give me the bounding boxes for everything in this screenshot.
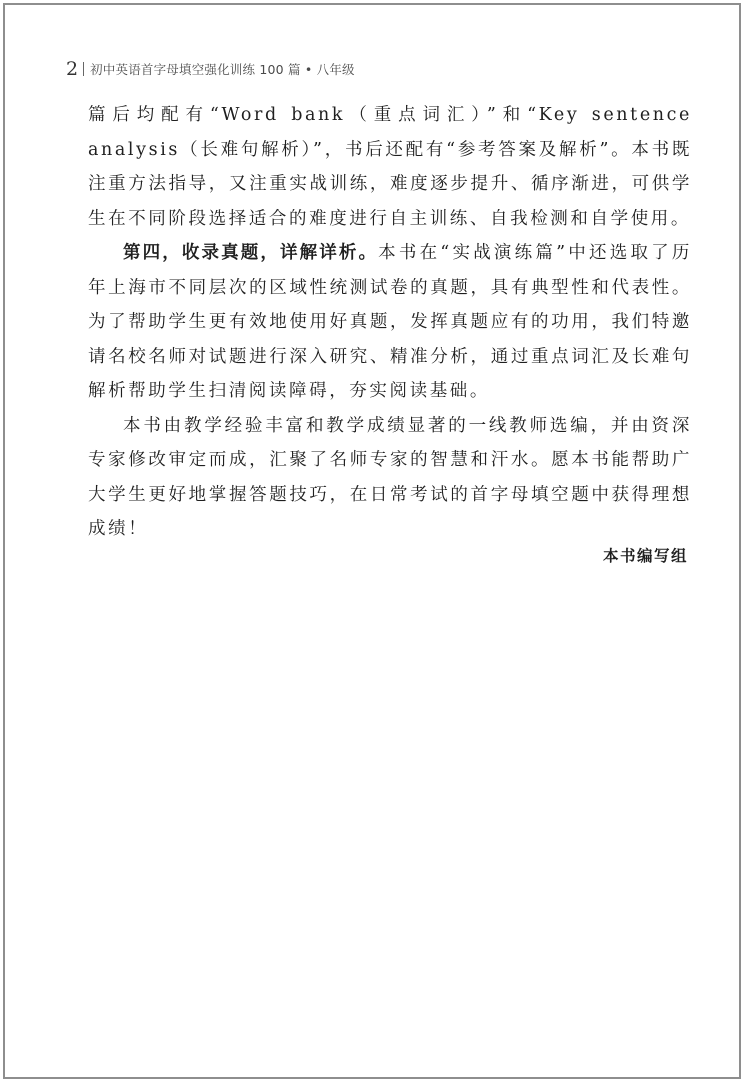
page-number: 2 [66, 57, 79, 80]
paragraph-1: 篇后均配有“Word bank（重点词汇）”和“Key sentence analysis（长难句解析）”，书后还配有“参考答案及解析”。本书既注重方法指导，又注重实战训练，难度逐步提升、循序渐进，可供学生在不同阶段选择适合的难度进行自主训练、自我检测和自学使用。 [88, 105, 692, 229]
paragraph-2 [88, 236, 692, 409]
signature: 本书编写组 [602, 547, 688, 565]
book-title: 初中英语首字母填空强化训练 100 篇 • 八年级 [90, 62, 355, 77]
body-text [88, 98, 692, 547]
header-divider [83, 62, 84, 76]
paragraph-3: 本书由教学经验丰富和教学成绩显著的一线教师选编，并由资深专家修改审定而成，汇聚了名师专家的智慧和汗水。愿本书能帮助广大学生更好地掌握答题技巧，在日常考试的首字母填空题中获得理想成绩！ [88, 415, 692, 539]
running-head [66, 56, 355, 82]
paragraph-2-lead: 第四，收录真题，详解详析。 [123, 243, 379, 263]
paragraph-2-body: 本书在“实战演练篇”中还选取了历年上海市不同层次的区域性统测试卷的真题，具有典型性和代表性。为了帮助学生更有效地使用好真题，发挥真题应有的功用，我们特邀请名校名师对试题进行深入研究、精准分析，通过重点词汇及长难句解析帮助学生扫清阅读障碍，夯实阅读基础。 [88, 243, 692, 401]
